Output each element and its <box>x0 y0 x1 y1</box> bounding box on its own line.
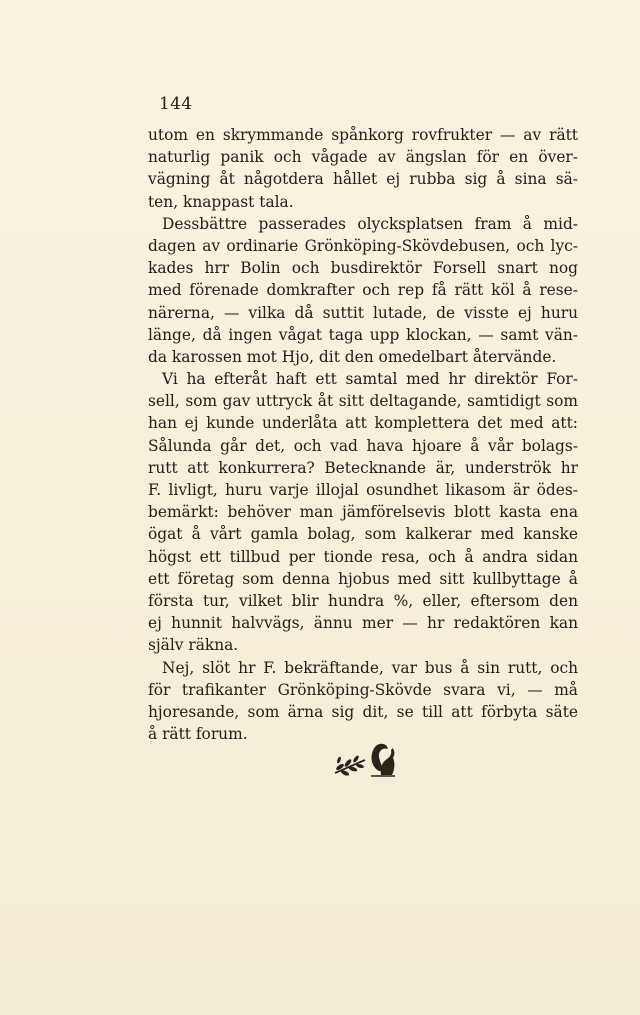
text-line: vägning åt någotdera hållet ej rubba sig å sina sä- <box>148 170 578 189</box>
text-line: utom en skrymmande spånkorg rovfrukter — av rätt <box>148 126 578 144</box>
text-line: Nej, slöt hr F. bekräftande, var bus å sin rutt, och <box>162 658 578 677</box>
text-line: Vi ha efteråt haft ett samtal med hr direktör For- <box>162 370 578 389</box>
text-line: F. livligt, huru varje illojal osundhet likasom är ödes- <box>148 481 578 499</box>
text-line: rutt att konkurrera? Betecknande är, underströk hr <box>148 458 578 477</box>
text-line: dagen av ordinarie Grönköping-Skövdebusen, och lyc- <box>148 236 578 255</box>
text-line: ett företag som denna hjobus med sitt kullbyttage å <box>148 569 578 588</box>
text-line: hjoresande, som ärna sig dit, se till att förbyta säte <box>148 702 578 721</box>
text-line: han ej kunde underlåta att komplettera det med att: <box>148 414 578 433</box>
page-number: 144 <box>159 94 193 114</box>
body-text <box>148 124 578 745</box>
text-line: ej hunnit halvvägs, ännu mer — hr redaktören kan <box>148 614 578 633</box>
text-line: Sålunda går det, och vad hava hjoare å vår bolags- <box>148 436 578 455</box>
text-line: för trafikanter Grönköping-Skövde svara vi, — må <box>148 680 578 699</box>
text-line: kades hrr Bolin och busdirektör Forsell snart nog <box>148 259 578 278</box>
text-line: första tur, vilket blir hundra %, eller, eftersom den <box>148 591 578 610</box>
text-line: länge, då ingen vågat taga upp klockan, — samt vän- <box>148 325 578 344</box>
text-line: bemärkt: behöver man jämförelsevis blott kasta ena <box>148 503 578 522</box>
text-line: ten, knappast tala. <box>148 192 294 211</box>
text-line: å rätt forum. <box>148 725 248 744</box>
text-line: Dessbättre passerades olycksplatsen fram å mid- <box>162 214 578 233</box>
text-line: naturlig panik och vågade av ängslan för en över- <box>148 148 578 167</box>
text-line: da karossen mot Hjo, dit den omedelbart återvände. <box>148 347 557 366</box>
text-line: med förenade domkrafter och rep få rätt köl å rese- <box>148 281 578 300</box>
text-line: själv räkna. <box>148 636 239 655</box>
squirrel-with-branch-icon <box>331 737 397 781</box>
text-line: närerna, — vilka då suttit lutade, de visste ej huru <box>148 303 578 322</box>
text-line: sell, som gav uttryck åt sitt deltagande, samtidigt som <box>148 392 578 411</box>
text-line: högst ett tillbud per tionde resa, och å andra sidan <box>148 547 578 566</box>
text-line: ögat å vårt gamla bolag, som kalkerar med kanske <box>148 525 578 544</box>
